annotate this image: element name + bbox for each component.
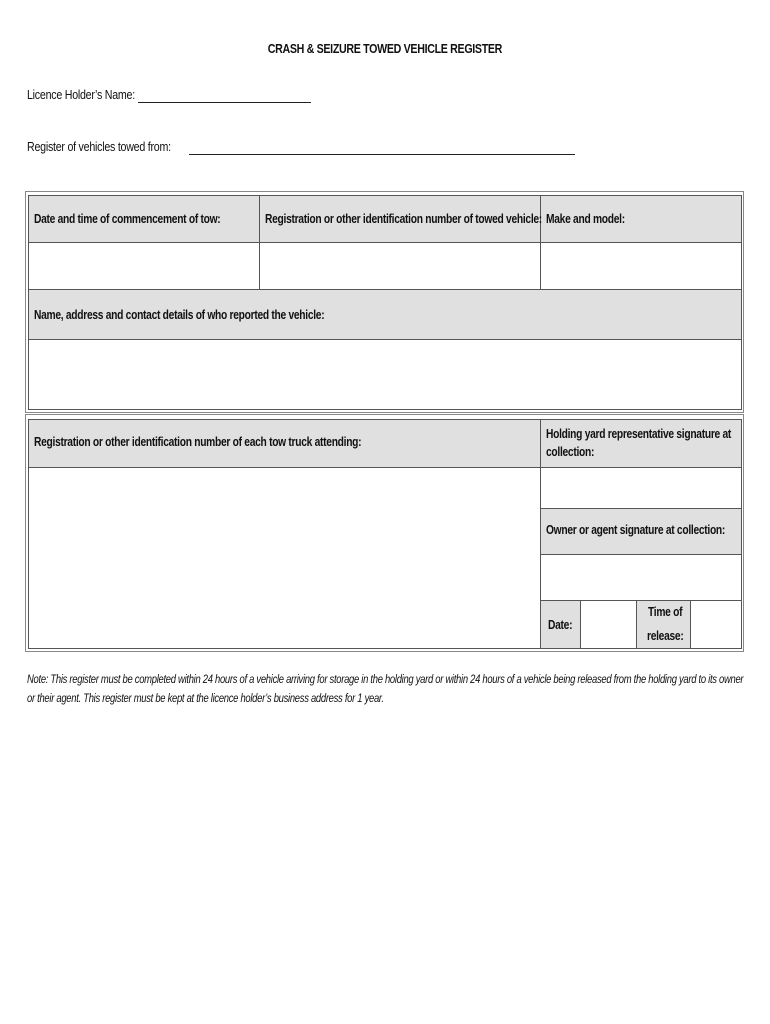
date-input[interactable]: [580, 600, 637, 649]
tow-truck-input[interactable]: [28, 467, 541, 649]
licence-holder-field[interactable]: [138, 102, 311, 103]
date-time-header-label: Date and time of commencement of tow:: [34, 212, 221, 226]
reporter-input[interactable]: [28, 339, 742, 410]
date-label: Date:: [548, 618, 573, 632]
time-release-label-line2: release:: [647, 629, 684, 643]
make-model-input[interactable]: [540, 242, 742, 290]
owner-signature-input[interactable]: [540, 554, 742, 601]
time-release-label-line1: Time of: [648, 605, 683, 619]
owner-header-label: Owner or agent signature at collection:: [546, 523, 726, 537]
date-time-input[interactable]: [28, 242, 260, 290]
time-release-input[interactable]: [690, 600, 742, 649]
licence-holder-label: Licence Holder’s Name:: [27, 87, 135, 102]
make-model-header-label: Make and model:: [546, 212, 625, 226]
holding-yard-header-label: Holding yard representative signature at collection:: [546, 427, 732, 459]
reporter-header-label: Name, address and contact details of who reported the vehicle:: [34, 308, 325, 322]
registration-input[interactable]: [259, 242, 541, 290]
registration-header-label: Registration or other identification number of towed vehicle:: [265, 212, 542, 226]
towed-from-label: Register of vehicles towed from:: [27, 139, 171, 154]
towed-from-field[interactable]: [189, 154, 575, 155]
tow-truck-header-label: Registration or other identification number of each tow truck attending:: [34, 435, 362, 449]
page-title: CRASH & SEIZURE TOWED VEHICLE REGISTER: [267, 41, 503, 56]
footnote: Note: This register must be completed within 24 hours of a vehicle arriving for storage in the holding yard or within 24 hours of a vehicle being released from the holding yard to its owner or their agent. This register must be kept at the licence holder’s business address for 1 year.: [27, 674, 744, 705]
holding-yard-signature-input[interactable]: [540, 467, 742, 509]
